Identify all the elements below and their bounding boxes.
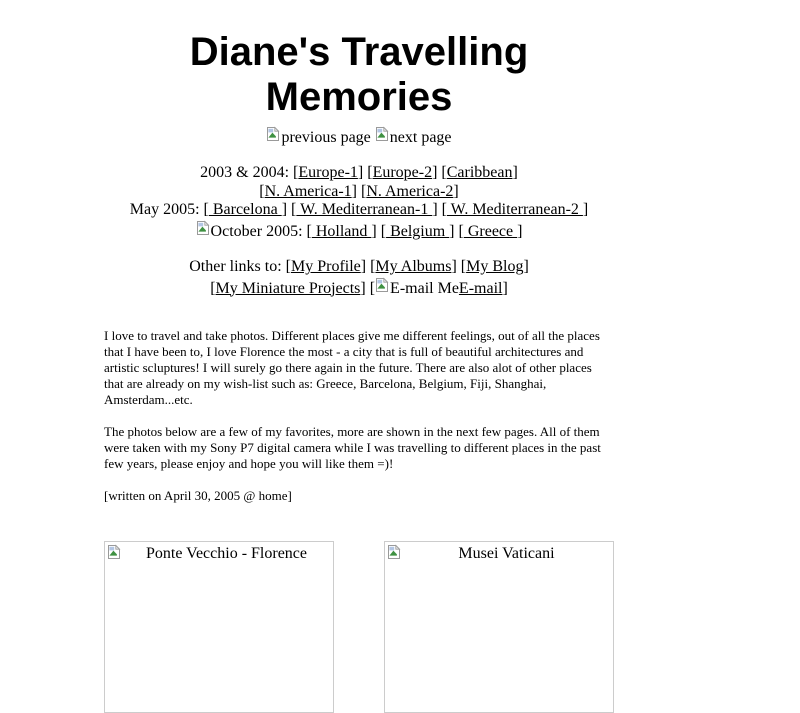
trip-nav-line: 2003 & 2004: [Europe-1] [Europe-2] [Caribbean] <box>200 164 518 181</box>
trip-link-n-america-2[interactable]: N. America-2 <box>366 182 454 200</box>
photos-note-paragraph: The photos below are a few of my favorites, more are shown in the next few pages. All of them were taken with my Sony P7 digital camera while I was travelling to different places in the past few years, please enjoy and hope you will like them =)! <box>104 424 601 471</box>
other-link-my-miniature-projects[interactable]: My Miniature Projects <box>215 279 361 297</box>
trip-link-barcelona[interactable]: Barcelona <box>208 201 282 218</box>
trip-nav-line: October 2005: [ Holland ] [ Belgium ] [ Greece ] <box>104 220 614 242</box>
photo-placeholder <box>384 541 614 713</box>
other-link-my-albums[interactable]: My Albums <box>375 258 452 275</box>
trip-link-w-mediterranean-1[interactable]: W. Mediterranean-1 <box>296 201 433 218</box>
other-link-my-profile[interactable]: My Profile <box>290 258 361 275</box>
trip-link-w-mediterranean-2[interactable]: W. Mediterranean-2 <box>446 201 583 218</box>
trip-link-greece[interactable]: Greece <box>463 222 518 240</box>
intro-paragraph: I love to travel and take photos. Different places give me different feelings, out of all the places that I have been to, I love Florence the most - a city that is full of beautiful architectures and artistic scluptures! I will surely go there again in the future. There are also alot of other places that are already on my wish-list such as: Greece, Barcelona, Belgium, Fiji, Shanghai, Amsterdam...etc. <box>104 328 600 407</box>
trip-link-europe-1[interactable]: Europe-1 <box>298 164 358 181</box>
page-title: Diane's Travelling Memories <box>189 30 529 119</box>
other-link-my-blog[interactable]: My Blog <box>466 258 524 275</box>
other-links-line-1: Other links to: [My Profile] [My Albums] [My Blog] <box>189 258 529 275</box>
broken-image-icon <box>196 220 210 236</box>
trip-link-belgium[interactable]: Belgium <box>386 222 450 240</box>
other-links-line-2: [My Miniature Projects] [ E-mail MeE-mail] <box>104 277 614 299</box>
trip-nav <box>104 164 614 241</box>
trip-nav-line: [N. America-1] [N. America-2] <box>259 182 459 200</box>
next-page-link[interactable]: next page <box>375 129 452 146</box>
email-me-broken-image[interactable]: E-mail Me <box>375 280 459 297</box>
trip-link-holland[interactable]: Holland <box>311 222 372 240</box>
photo-placeholder <box>104 541 334 713</box>
written-on-line: [written on April 30, 2005 @ home] <box>104 488 292 503</box>
broken-image-icon <box>375 277 389 293</box>
trip-link-europe-2[interactable]: Europe-2 <box>372 164 433 181</box>
broken-image-icon <box>387 544 401 560</box>
broken-image-icon <box>266 126 280 142</box>
broken-image-icon <box>375 126 389 142</box>
email-link[interactable]: E-mail <box>458 279 503 297</box>
trip-link-n-america-1[interactable]: N. America-1 <box>264 182 352 200</box>
photo-grid <box>104 541 614 713</box>
other-links <box>104 258 614 298</box>
page-navigation <box>104 126 614 147</box>
page-content <box>104 30 614 713</box>
previous-page-link[interactable]: previous page <box>266 129 370 146</box>
trip-nav-line: May 2005: [ Barcelona ] [ W. Mediterranean-1 ] [ W. Mediterranean-2 ] <box>129 201 589 218</box>
photo-caption: Ponte Vecchio - Florence <box>146 545 307 562</box>
trip-link-caribbean[interactable]: Caribbean <box>446 164 513 181</box>
broken-image-icon <box>107 544 121 560</box>
photo-caption: Musei Vaticani <box>458 545 555 562</box>
